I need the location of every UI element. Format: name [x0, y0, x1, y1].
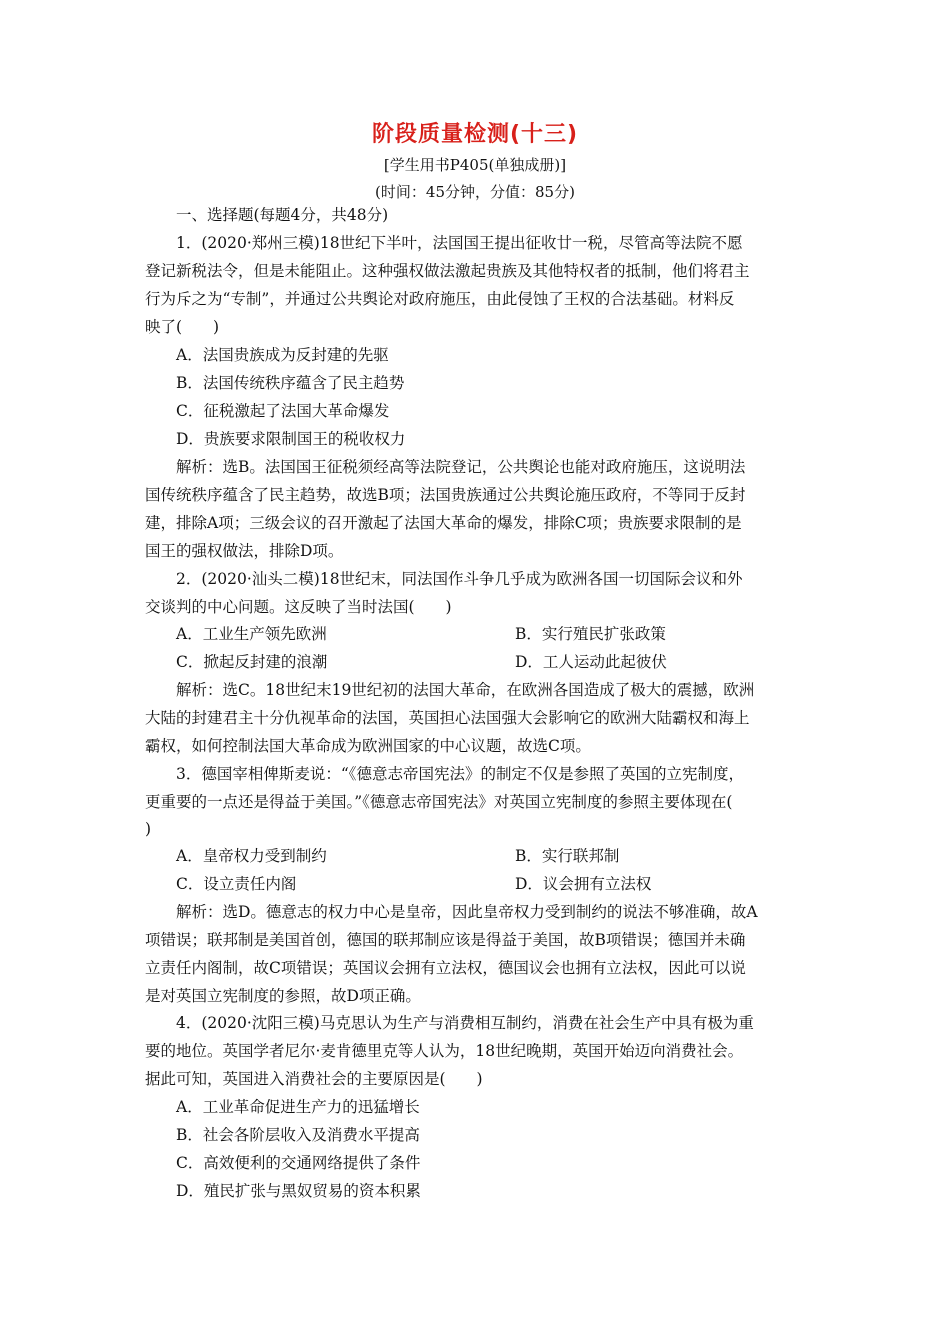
- question-1-stem-line: 1．(2020·郑州三模)18世纪下半叶，法国国王提出征收廿一税，尽管高等法院不愿: [176, 234, 743, 252]
- question-2-option-d: D．工人运动此起彼伏: [515, 653, 667, 671]
- question-1-stem-line: 映了( ): [145, 318, 220, 336]
- question-4-option-b: B．社会各阶层收入及消费水平提高: [176, 1126, 420, 1144]
- question-1-stem-line: 行为斥之为“专制”，并通过公共舆论对政府施压，由此侵蚀了王权的合法基础。材料反: [145, 290, 735, 308]
- question-4-option-a: A．工业革命促进生产力的迅猛增长: [176, 1098, 420, 1116]
- question-3-analysis-line: 解析：选D。德意志的权力中心是皇帝，因此皇帝权力受到制约的说法不够准确，故A: [176, 903, 758, 921]
- question-1-option-d: D．贵族要求限制国王的税收权力: [176, 430, 406, 448]
- question-2-analysis-line: 解析：选C。18世纪末19世纪初的法国大革命，在欧洲各国造成了极大的震撼，欧洲: [176, 681, 755, 699]
- question-3-stem-line: ): [145, 820, 152, 838]
- question-1-option-b: B．法国传统秩序蕴含了民主趋势: [176, 374, 405, 392]
- book-reference: [学生用书P405(单独成册)]: [383, 156, 567, 174]
- question-3-analysis-line: 是对英国立宪制度的参照，故D项正确。: [145, 987, 421, 1005]
- question-3-analysis-line: 项错误；联邦制是美国首创，德国的联邦制应该是得益于美国，故B项错误；德国并未确: [145, 931, 746, 949]
- question-2-option-a: A．工业生产领先欧洲: [176, 625, 327, 643]
- question-2-stem-line: 交谈判的中心问题。这反映了当时法国( ): [145, 598, 452, 616]
- question-4-stem-line: 据此可知，英国进入消费社会的主要原因是( ): [145, 1070, 483, 1088]
- question-3-analysis-line: 立责任内阁制，故C项错误；英国议会拥有立法权，德国议会也拥有立法权，因此可以说: [145, 959, 746, 977]
- question-1-option-c: C．征税激起了法国大革命爆发: [176, 402, 390, 420]
- time-score-info: (时间：45分钟，分值：85分): [375, 183, 575, 201]
- question-1-analysis-line: 国传统秩序蕴含了民主趋势，故选B项；法国贵族通过公共舆论施压政府，不等同于反封: [145, 486, 746, 504]
- question-3-stem-line: 3．德国宰相俾斯麦说：“《德意志帝国宪法》的制定不仅是参照了英国的立宪制度，: [176, 765, 745, 783]
- question-4-stem-line: 4．(2020·沈阳三模)马克思认为生产与消费相互制约，消费在社会生产中具有极为重: [176, 1014, 754, 1032]
- question-1-stem-line: 登记新税法令，但是未能阻止。这种强权做法激起贵族及其他特权者的抵制，他们将君主: [145, 262, 750, 280]
- question-3-option-b: B．实行联邦制: [515, 847, 620, 865]
- question-2-stem-line: 2．(2020·汕头二模)18世纪末，同法国作斗争几乎成为欧洲各国一切国际会议和外: [176, 570, 743, 588]
- question-3-stem-line: 更重要的一点还是得益于美国。”《德意志帝国宪法》对英国立宪制度的参照主要体现在(: [145, 793, 733, 811]
- question-2-analysis-line: 大陆的封建君主十分仇视革命的法国，英国担心法国强大会影响它的欧洲大陆霸权和海上: [145, 709, 750, 727]
- question-3-option-d: D．议会拥有立法权: [515, 875, 652, 893]
- question-4-stem-line: 要的地位。英国学者尼尔·麦肯德里克等人认为，18世纪晚期，英国开始迈向消费社会。: [145, 1042, 744, 1060]
- question-2-option-c: C．掀起反封建的浪潮: [176, 653, 328, 671]
- question-1-analysis-line: 国王的强权做法，排除D项。: [145, 542, 344, 560]
- question-1-option-a: A．法国贵族成为反封建的先驱: [176, 346, 389, 364]
- question-1-analysis-line: 解析：选B。法国国王征税须经高等法院登记，公共舆论也能对政府施压，这说明法: [176, 458, 746, 476]
- question-3-option-a: A．皇帝权力受到制约: [176, 847, 327, 865]
- question-3-option-c: C．设立责任内阁: [176, 875, 297, 893]
- question-4-option-d: D．殖民扩张与黑奴贸易的资本积累: [176, 1182, 421, 1200]
- question-1-analysis-line: 建，排除A项；三级会议的召开激起了法国大革命的爆发，排除C项；贵族要求限制的是: [145, 514, 742, 532]
- question-4-option-c: C．高效便利的交通网络提供了条件: [176, 1154, 421, 1172]
- question-2-analysis-line: 霸权，如何控制法国大革命成为欧洲国家的中心议题，故选C项。: [145, 737, 591, 755]
- page-title: 阶段质量检测(十三): [371, 122, 579, 147]
- question-2-option-b: B．实行殖民扩张政策: [515, 625, 666, 643]
- section-heading: 一、选择题(每题4分，共48分): [176, 206, 389, 224]
